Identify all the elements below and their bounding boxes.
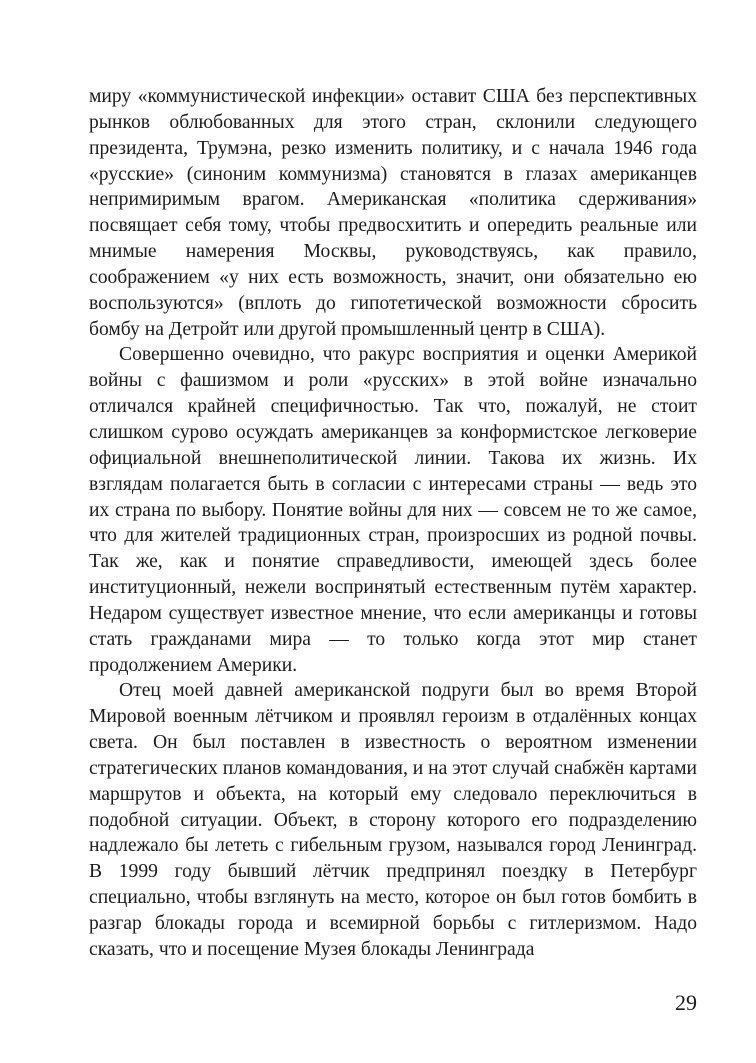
paragraph-1: миру «коммунистической инфекции» оставит США без перспективных рынков облюбованных для этого стран, склонили следующего президента, Трумэна, резко изменить политику, и с начала 1946 года «русские» (синоним коммунизма) становятся в глазах американцев непримиримым врагом. Американская «политика сдерживания» посвящает себя тому, чтобы предвосхитить и опередить реальные или мнимые намерения Москвы, руководствуясь, как правило, соображением «у них есть возможность, значит, они обязательно ею воспользуются» (вплоть до гипотетической возможности сбросить бомбу на Детройт или другой промышленный центр в США). [89,86,697,340]
body-text [89,84,697,963]
page-number: 29 [675,990,697,1015]
paragraph-3: Отец моей давней американской подруги был во время Второй Мировой военным лётчиком и проявлял героизм в отдалённых концах света. Он был поставлен в известность о вероятном изменении стратегических планов командования, и на этот случай снабжён картами маршрутов и объекта, на который ему следовало переключиться в подобной ситуации. Объект, в сторону которого его подразделению надлежало бы лететь с гибельным грузом, назывался город Ленинград. В 1999 году бывший лётчик предпринял поездку в Петербург специально, чтобы взглянуть на место, которое он был готов бомбить в разгар блокады города и всемирной борьбы с гитлеризмом. Надо сказать, что и посещение Музея блокады Ленинграда [89,680,697,960]
paragraph-2: Совершенно очевидно, что ракурс восприятия и оценки Америкой войны с фашизмом и роли «русских» в этой войне изначально отличался крайней специфичностью. Так что, пожалуй, не стоит слишком сурово осуждать американцев за конформистское легковерие официальной внешнеполитической линии. Такова их жизнь. Их взглядам полагается быть в согласии с интересами страны — ведь это их страна по выбору. Понятие войны для них — совсем не то же самое, что для жителей традиционных стран, произросших из родной почвы. Так же, как и понятие справедливости, имеющей здесь более институционный, нежели воспринятый естественным путём характер. Недаром существует известное мнение, что если американцы и готовы стать гражданами мира — то только когда этот мир станет продолжением Америки. [89,344,697,676]
